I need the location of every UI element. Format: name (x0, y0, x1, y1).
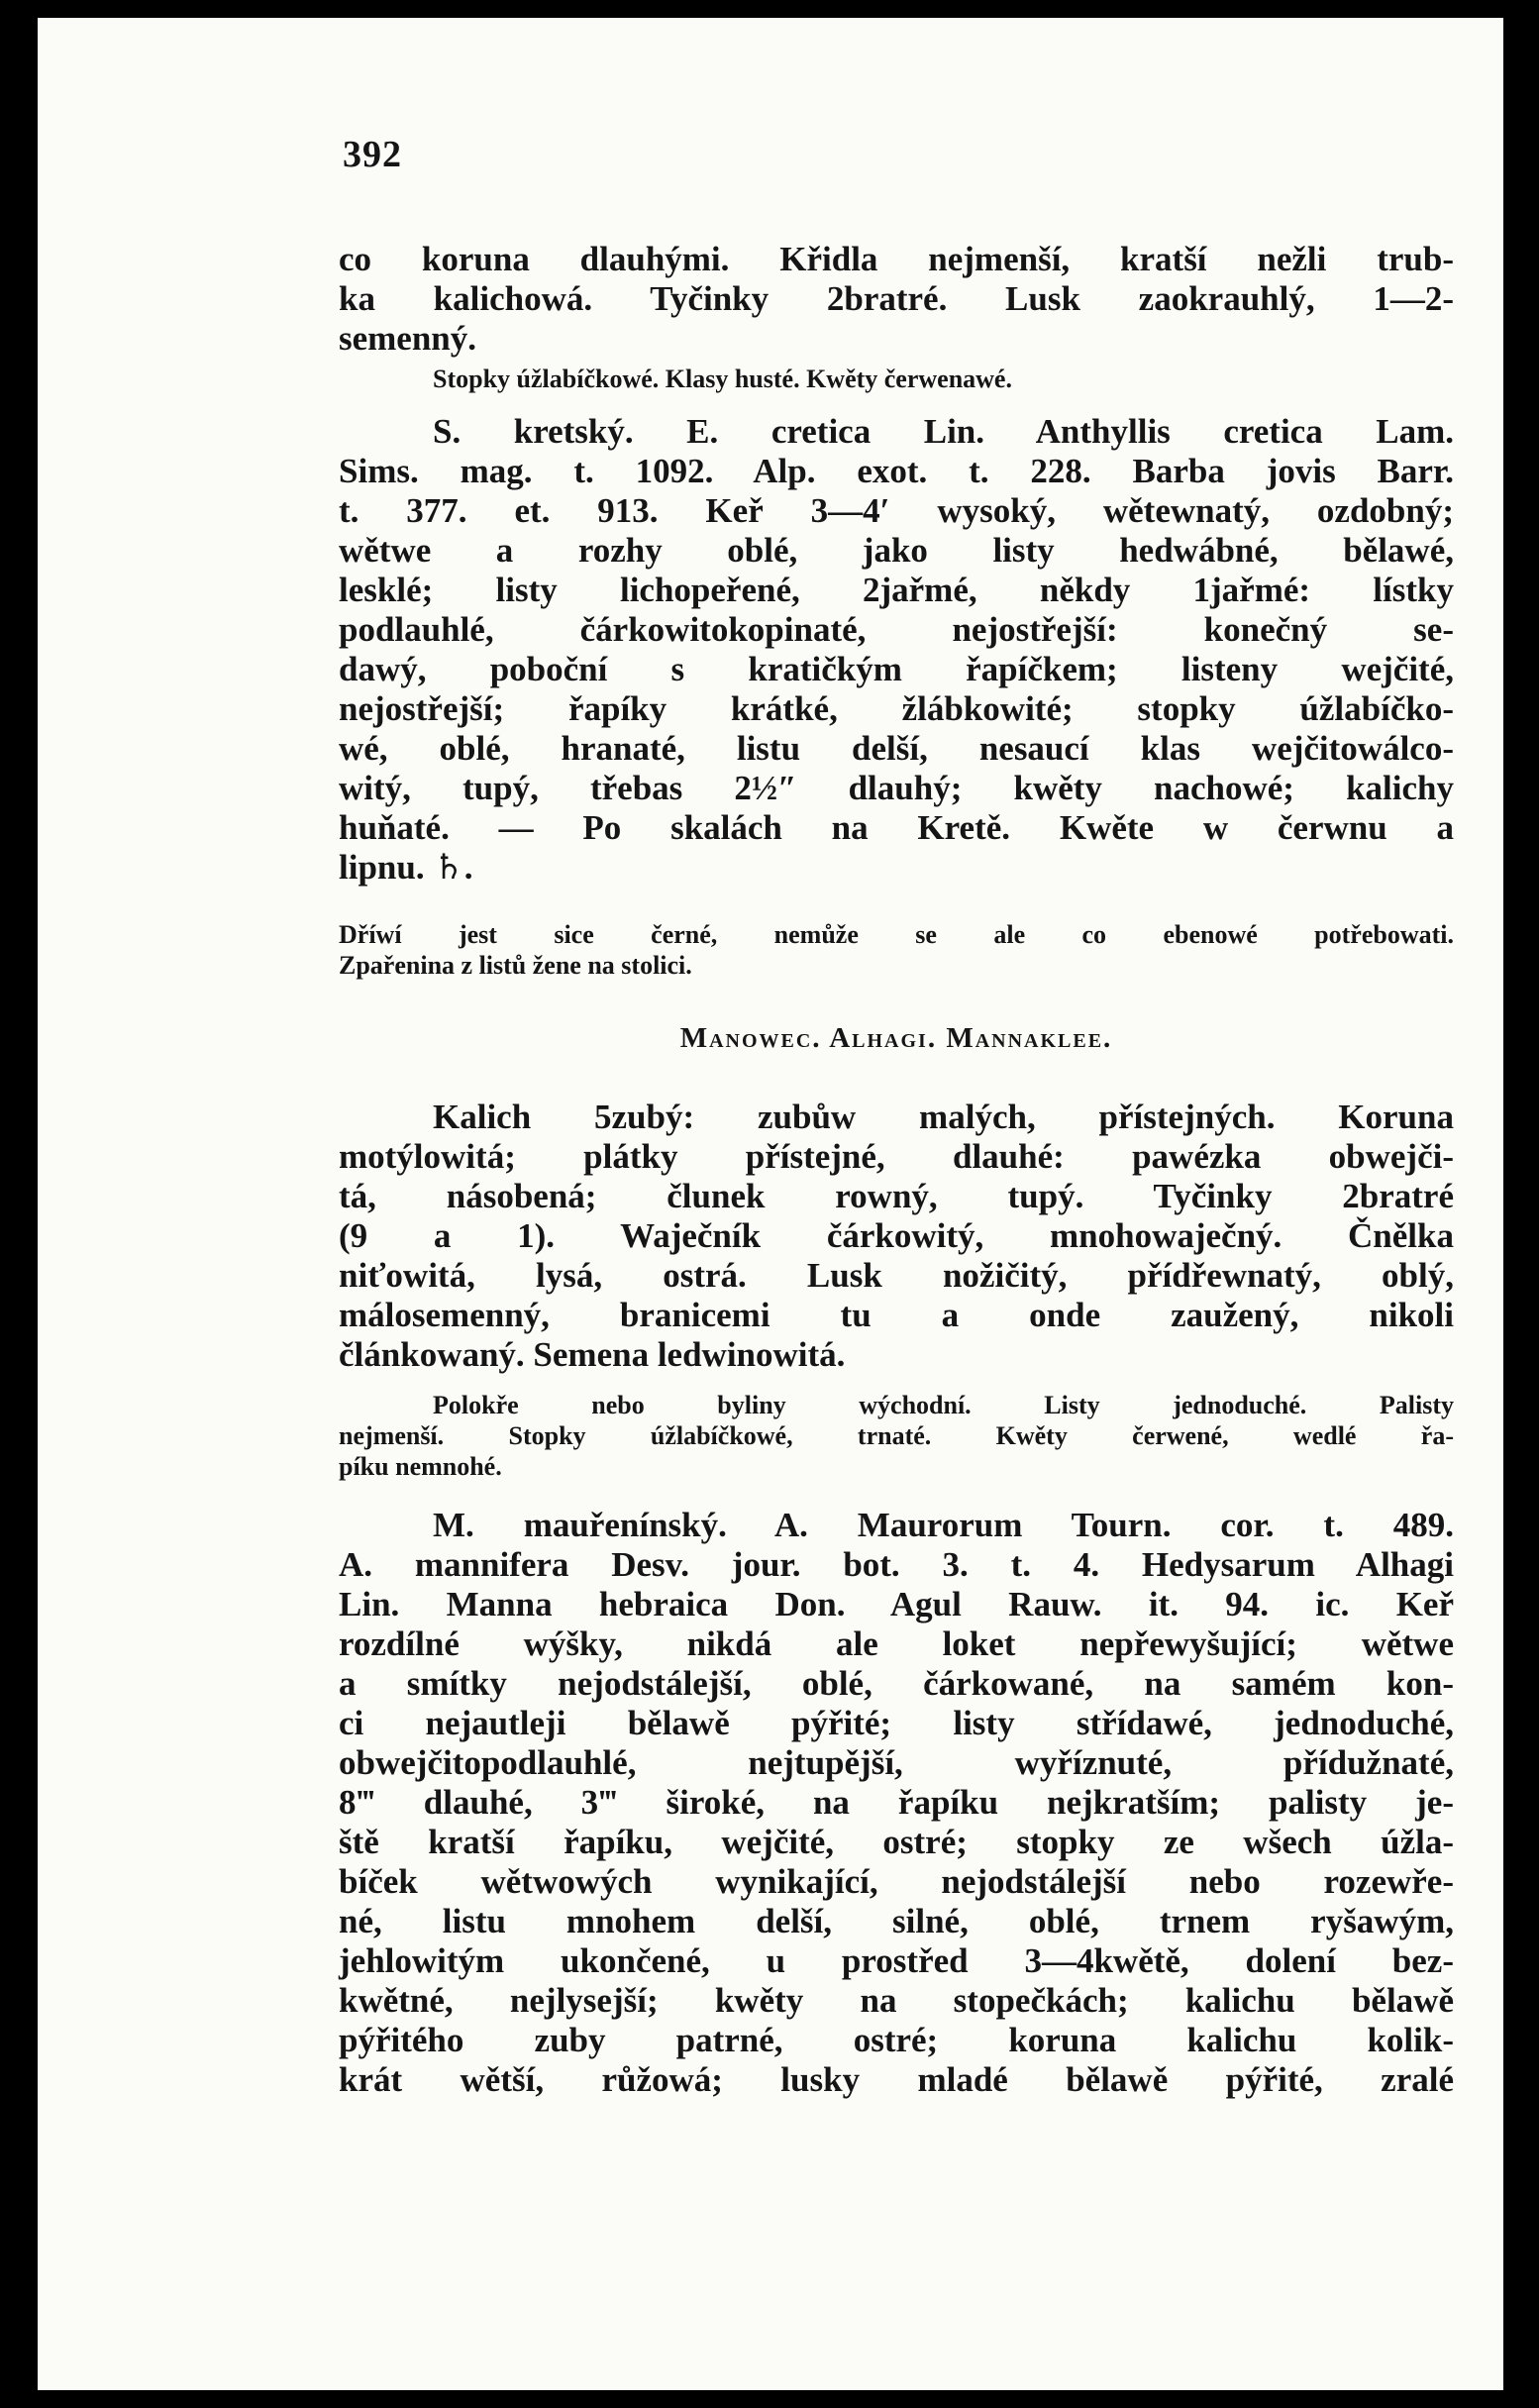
text-line: huňaté. — Po skalách na Kretě. Kwěte w čerwnu a (339, 808, 1454, 847)
genus-note (339, 364, 1454, 394)
text-line: málosemenný, branicemi tu a onde zaužený, nikoli (339, 1296, 1454, 1334)
genus-description-continued (339, 240, 1454, 359)
text-line: pýřitého zuby patrné, ostré; koruna kalichu kolik- (339, 2021, 1454, 2059)
text-line: lesklé; listy lichopeřené, 2jařmé, někdy 1jařmé: lístky (339, 571, 1454, 609)
text-line: semenný. (339, 319, 477, 358)
text-line: rozdílné wýšky, nikdá ale loket nepřewyšující; wětwe (339, 1624, 1454, 1663)
text-line: niťowitá, lysá, ostrá. Lusk nožičitý, přídřewnatý, oblý, (339, 1256, 1454, 1295)
text-line: nejostřejší; řapíky krátké, žlábkowité; stopky úžlabíčko- (339, 689, 1454, 728)
page-number: 392 (343, 134, 402, 175)
text-line: jehlowitým ukončené, u prostřed 3—4kwětě, dolení bez- (339, 1941, 1454, 1980)
text-line: A. mannifera Desv. jour. bot. 3. t. 4. Hedysarum Alhagi (339, 1545, 1454, 1584)
text-line: t. 377. et. 913. Keř 3—4′ wysoký, wětewnatý, ozdobný; (339, 491, 1454, 530)
text-line: witý, tupý, třebas 2½″ dlauhý; kwěty nachowé; kalichy (339, 769, 1454, 807)
note-line: Dříwí jest sice černé, nemůže se ale co ebenowé potřebowati. (339, 920, 1454, 949)
species-note (339, 919, 1454, 981)
text-line: S. kretský. E. cretica Lin. Anthyllis cretica Lam. (433, 412, 1454, 451)
text-line: Lin. Manna hebraica Don. Agul Rauw. it. 94. ic. Keř (339, 1585, 1454, 1623)
note-line: Zpařenina z listů žene na stolici. (339, 951, 692, 980)
text-line: ka kalichowá. Tyčinky 2bratré. Lusk zaokrauhlý, 1—2- (339, 279, 1454, 318)
book-page (38, 18, 1503, 2390)
text-line: kwětné, nejlysejší; kwěty na stopečkách; kalichu bělawě (339, 1981, 1454, 2020)
text-line: Sims. mag. t. 1092. Alp. exot. t. 228. Barba jovis Barr. (339, 452, 1454, 490)
text-line: co koruna dlauhými. Křidla nejmenší, kratší nežli trub- (339, 240, 1454, 278)
text-line: Kalich 5zubý: zubůw malých, přístejných. Koruna (433, 1098, 1454, 1136)
text-line: lipnu. ♄. (339, 848, 473, 887)
text-line: ci nejautleji bělawě pýřité; listy střídawé, jednoduché, (339, 1704, 1454, 1742)
genus-description-alhagi (339, 1098, 1454, 1375)
text-line: ště kratší řapíku, wejčité, ostré; stopky ze wšech úžla- (339, 1823, 1454, 1861)
text-line: podlauhlé, čárkowitokopinaté, nejostřejší: konečný se- (339, 610, 1454, 649)
text-line: (9 a 1). Waječník čárkowitý, mnohowaječný. Čnělka (339, 1216, 1454, 1255)
note-line: nejmenší. Stopky úžlabíčkowé, trnaté. Kwěty čerwené, wedlé řa- (339, 1421, 1454, 1450)
text-line: motýlowitá; plátky přístejné, dlauhé: pawézka obwejči- (339, 1137, 1454, 1176)
note-line: píku nemnohé. (339, 1452, 502, 1481)
text-line: obwejčitopodlauhlé, nejtupější, wyříznuté, přídužnaté, (339, 1743, 1454, 1782)
species-entry-kretsky (339, 412, 1454, 888)
text-line: tá, násobená; člunek rowný, tupý. Tyčinky 2bratré (339, 1177, 1454, 1215)
text-line: 8‴ dlauhé, 3‴ široké, na řapíku nejkratším; palisty je- (339, 1783, 1454, 1822)
text-line: bíček wětwowých wynikající, nejodstálejší nebo rozewře- (339, 1862, 1454, 1901)
text-line: M. mauřenínský. A. Maurorum Tourn. cor. t. 489. (433, 1506, 1454, 1544)
species-entry-maureninsky (339, 1506, 1454, 2100)
text-line: né, listu mnohem delší, silné, oblé, trnem ryšawým, (339, 1902, 1454, 1940)
genus-heading: Manowec. Alhagi. Mannaklee. (679, 1022, 1113, 1054)
note-line: Polokře nebo byliny wýchodní. Listy jednoduché. Palisty (433, 1391, 1454, 1419)
text-line: článkowaný. Semena ledwinowitá. (339, 1335, 846, 1374)
text-line: krát wětší, růžowá; lusky mladé bělawě pýřité, zralé (339, 2060, 1454, 2099)
text-line: wé, oblé, hranaté, listu delší, nesaucí klas wejčitowálco- (339, 729, 1454, 768)
note-line: Stopky úžlabíčkowé. Klasy husté. Kwěty čerwenawé. (433, 365, 1012, 393)
genus-note-alhagi (339, 1390, 1454, 1482)
text-line: wětwe a rozhy oblé, jako listy hedwábné, bělawé, (339, 531, 1454, 570)
text-line: dawý, poboční s kratičkým řapíčkem; listeny wejčité, (339, 650, 1454, 688)
text-line: a smítky nejodstálejší, oblé, čárkowané, na samém kon- (339, 1664, 1454, 1703)
